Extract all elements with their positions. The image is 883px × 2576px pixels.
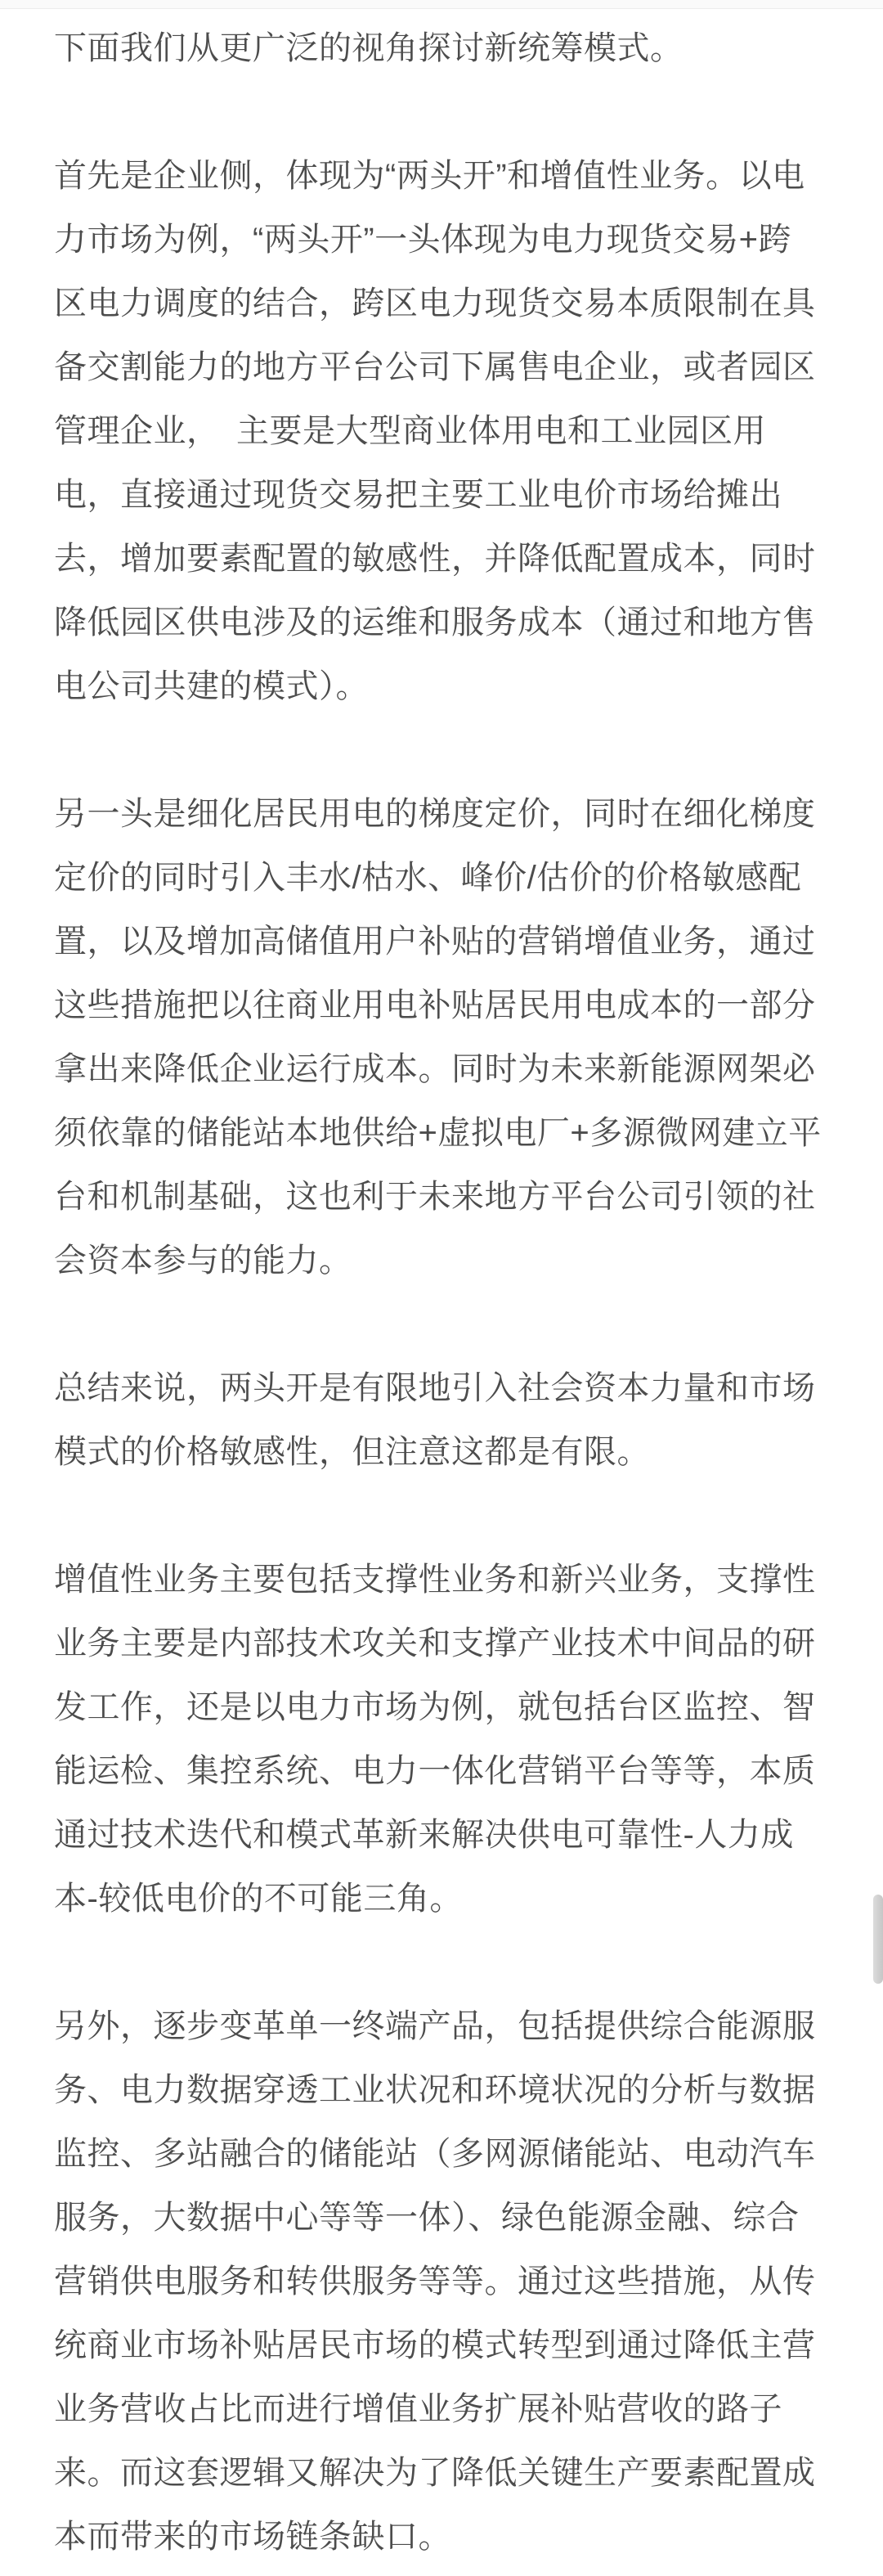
- paragraph-2: [54, 144, 850, 718]
- text-line: 电，直接通过现货交易把主要工业电价市场给摊出: [54, 477, 782, 513]
- text-line: 另一头是细化居民用电的梯度定价，同时在细化梯度: [54, 796, 816, 832]
- paragraph-4: [54, 1356, 850, 1484]
- text-line: 本-较低电价的不可能三角。: [54, 1881, 463, 1917]
- text-line: 置，以及增加高储值用户补贴的营销增值业务，通过: [54, 924, 816, 960]
- text-line: 另外，逐步变革单一终端产品，包括提供综合能源服: [54, 2008, 816, 2044]
- text-line: 会资本参与的能力。: [54, 1243, 352, 1279]
- text-line: 发工作，还是以电力市场为例，就包括台区监控、智: [54, 1689, 816, 1725]
- text-line: 总结来说，两头开是有限地引入社会资本力量和市场: [54, 1370, 816, 1406]
- text-line: 力市场为例，“两头开”一头体现为电力现货交易+跨: [54, 222, 791, 258]
- text-line: 定价的同时引入丰水/枯水、峰价/估价的价格敏感配: [54, 860, 802, 896]
- article-body: [54, 9, 850, 2569]
- text-line: 来。而这套逻辑又解决为了降低关键生产要素配置成: [54, 2455, 816, 2491]
- text-line: 降低园区供电涉及的运维和服务成本（通过和地方售: [54, 605, 816, 641]
- text-line: 拿出来降低企业运行成本。同时为未来新能源网架必: [54, 1051, 816, 1087]
- text-line: 模式的价格敏感性，但注意这都是有限。: [54, 1434, 650, 1470]
- text-line: 通过技术迭代和模式革新来解决供电可靠性-人力成: [54, 1817, 794, 1853]
- paragraph-5: [54, 1548, 850, 1931]
- paragraph-6: [54, 1994, 850, 2569]
- text-line: 业务营收占比而进行增值业务扩展补贴营收的路子: [54, 2391, 782, 2427]
- text-line: 首先是企业侧，体现为“两头开”和增值性业务。以电: [54, 158, 805, 194]
- text-line: 区电力调度的结合，跨区电力现货交易本质限制在具: [54, 285, 816, 321]
- text-line: 统商业市场补贴居民市场的模式转型到通过降低主营: [54, 2327, 816, 2363]
- paragraph-3: [54, 782, 850, 1292]
- text-line: 能运检、集控系统、电力一体化营销平台等等，本质: [54, 1753, 816, 1789]
- text-line: 去，增加要素配置的敏感性，并降低配置成本，同时: [54, 541, 816, 577]
- text-line: 管理企业， 主要是大型商业体用电和工业园区用: [54, 413, 766, 449]
- text-line: 增值性业务主要包括支撑性业务和新兴业务，支撑性: [54, 1562, 816, 1598]
- text-line: 本而带来的市场链条缺口。: [54, 2519, 451, 2555]
- scrollbar-thumb[interactable]: [873, 1895, 883, 1984]
- paragraph-1: [54, 16, 850, 80]
- text-line: 备交割能力的地方平台公司下属售电企业，或者园区: [54, 349, 816, 385]
- text-line: 业务主要是内部技术攻关和支撑产业技术中间品的研: [54, 1625, 816, 1661]
- text-line: 须依靠的储能站本地供给+虚拟电厂+多源微网建立平: [54, 1115, 822, 1151]
- text-line: 营销供电服务和转供服务等等。通过这些措施，从传: [54, 2264, 816, 2300]
- text-line: 这些措施把以往商业用电补贴居民用电成本的一部分: [54, 987, 816, 1023]
- text-line: 电公司共建的模式）。: [54, 668, 369, 704]
- text-line: 下面我们从更广泛的视角探讨新统筹模式。: [54, 30, 684, 66]
- top-border-strip: [0, 0, 883, 9]
- text-line: 服务，大数据中心等等一体）、绿色能源金融、综合: [54, 2200, 800, 2236]
- text-line: 务、电力数据穿透工业状况和环境状况的分析与数据: [54, 2072, 816, 2108]
- text-line: 监控、多站融合的储能站（多网源储能站、电动汽车: [54, 2136, 816, 2172]
- text-line: 台和机制基础，这也利于未来地方平台公司引领的社: [54, 1179, 816, 1215]
